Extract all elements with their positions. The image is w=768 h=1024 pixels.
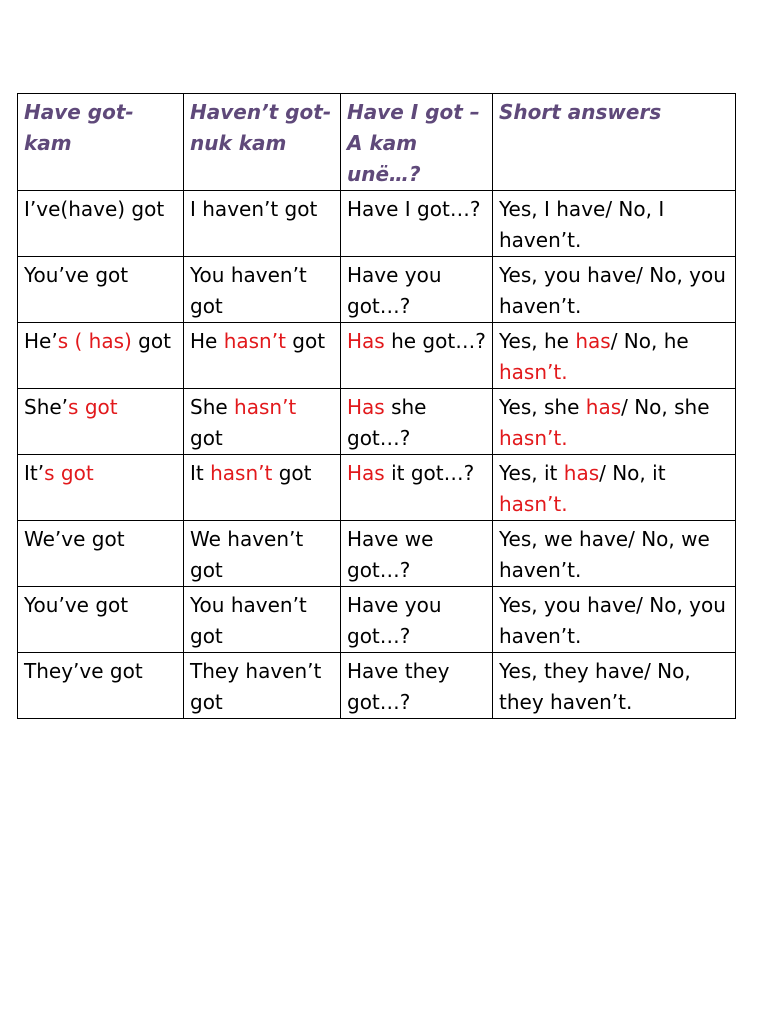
cell-text: Yes, they have/ No, they haven’t.	[499, 659, 691, 714]
cell-negative	[184, 323, 341, 389]
table-row	[18, 191, 736, 257]
cell-negative	[184, 653, 341, 719]
cell-negative	[184, 521, 341, 587]
cell-question	[341, 587, 493, 653]
header-negative: Haven’t got-nuk kam	[184, 94, 341, 191]
cell-text: It’	[24, 461, 45, 485]
cell-text: / No, it	[599, 461, 666, 485]
cell-text: He’	[24, 329, 58, 353]
cell-text: Have you got…?	[347, 263, 442, 318]
cell-short-answer	[493, 191, 736, 257]
cell-text: It	[190, 461, 211, 485]
highlighted-text: has	[575, 329, 611, 353]
cell-text: We haven’t got	[190, 527, 304, 582]
cell-question	[341, 521, 493, 587]
cell-short-answer	[493, 521, 736, 587]
cell-affirmative	[18, 191, 184, 257]
cell-text: / No, she	[621, 395, 710, 419]
highlighted-text: Has	[347, 461, 385, 485]
cell-text: You’ve got	[24, 593, 129, 617]
cell-affirmative	[18, 587, 184, 653]
cell-text: got	[285, 329, 326, 353]
cell-text: got	[272, 461, 312, 485]
table-header	[18, 94, 736, 191]
cell-short-answer	[493, 389, 736, 455]
cell-question	[341, 323, 493, 389]
cell-text: Have we got…?	[347, 527, 434, 582]
highlighted-text: s ( has)	[57, 329, 132, 353]
highlighted-text: s got	[68, 395, 118, 419]
highlighted-text: hasn’t	[223, 329, 286, 353]
cell-short-answer	[493, 323, 736, 389]
header-short-answers: Short answers	[493, 94, 736, 191]
table-row	[18, 521, 736, 587]
highlighted-text: hasn’t.	[499, 360, 568, 384]
highlighted-text: has	[563, 461, 600, 485]
cell-short-answer	[493, 257, 736, 323]
cell-text: Yes, we have/ No, we haven’t.	[499, 527, 710, 582]
cell-text: got	[190, 426, 223, 450]
cell-affirmative	[18, 521, 184, 587]
cell-text: You haven’t got	[190, 263, 307, 318]
highlighted-text: hasn’t	[234, 395, 297, 419]
header-row	[18, 94, 736, 191]
cell-text: she got…?	[347, 395, 427, 450]
highlighted-text: has	[585, 395, 622, 419]
cell-affirmative	[18, 257, 184, 323]
cell-question	[341, 455, 493, 521]
header-affirmative: Have got-kam	[18, 94, 184, 191]
cell-question	[341, 257, 493, 323]
have-got-table	[17, 93, 736, 719]
cell-text: You’ve got	[24, 263, 129, 287]
cell-short-answer	[493, 587, 736, 653]
cell-text: Have I got…?	[347, 197, 481, 221]
cell-text: Yes, you have/ No, you haven’t.	[499, 263, 726, 318]
cell-negative	[184, 587, 341, 653]
cell-text: got	[131, 329, 171, 353]
table-row	[18, 389, 736, 455]
cell-text: Yes, she	[499, 395, 586, 419]
cell-text: Have you got…?	[347, 593, 442, 648]
cell-text: it got…?	[384, 461, 475, 485]
cell-text: She	[190, 395, 235, 419]
highlighted-text: hasn’t.	[499, 426, 568, 450]
cell-text: Yes, it	[499, 461, 564, 485]
table-row	[18, 455, 736, 521]
cell-affirmative	[18, 455, 184, 521]
cell-text: They’ve got	[24, 659, 143, 683]
cell-text: / No, he	[610, 329, 689, 353]
cell-text: She’	[24, 395, 69, 419]
cell-negative	[184, 455, 341, 521]
highlighted-text: hasn’t.	[499, 492, 568, 516]
cell-short-answer	[493, 653, 736, 719]
cell-question	[341, 191, 493, 257]
highlighted-text: hasn’t	[210, 461, 273, 485]
table-body	[18, 191, 736, 719]
cell-question	[341, 389, 493, 455]
cell-text: Yes, you have/ No, you haven’t.	[499, 593, 726, 648]
cell-affirmative	[18, 653, 184, 719]
cell-text: he got…?	[384, 329, 486, 353]
cell-text: You haven’t got	[190, 593, 307, 648]
cell-negative	[184, 389, 341, 455]
table-row	[18, 653, 736, 719]
cell-negative	[184, 191, 341, 257]
cell-question	[341, 653, 493, 719]
cell-affirmative	[18, 323, 184, 389]
highlighted-text: s got	[44, 461, 94, 485]
cell-text: He	[190, 329, 224, 353]
cell-negative	[184, 257, 341, 323]
highlighted-text: Has	[347, 329, 385, 353]
table-row	[18, 587, 736, 653]
cell-text: I’ve(have) got	[24, 197, 165, 221]
header-question: Have I got – A kam unë…?	[341, 94, 493, 191]
cell-text: Yes, I have/ No, I haven’t.	[499, 197, 665, 252]
table-row	[18, 257, 736, 323]
cell-affirmative	[18, 389, 184, 455]
cell-text: We’ve got	[24, 527, 125, 551]
highlighted-text: Has	[347, 395, 385, 419]
cell-text: They haven’t got	[190, 659, 322, 714]
cell-short-answer	[493, 455, 736, 521]
cell-text: Have they got…?	[347, 659, 450, 714]
cell-text: Yes, he	[499, 329, 576, 353]
table-row	[18, 323, 736, 389]
cell-text: I haven’t got	[190, 197, 318, 221]
